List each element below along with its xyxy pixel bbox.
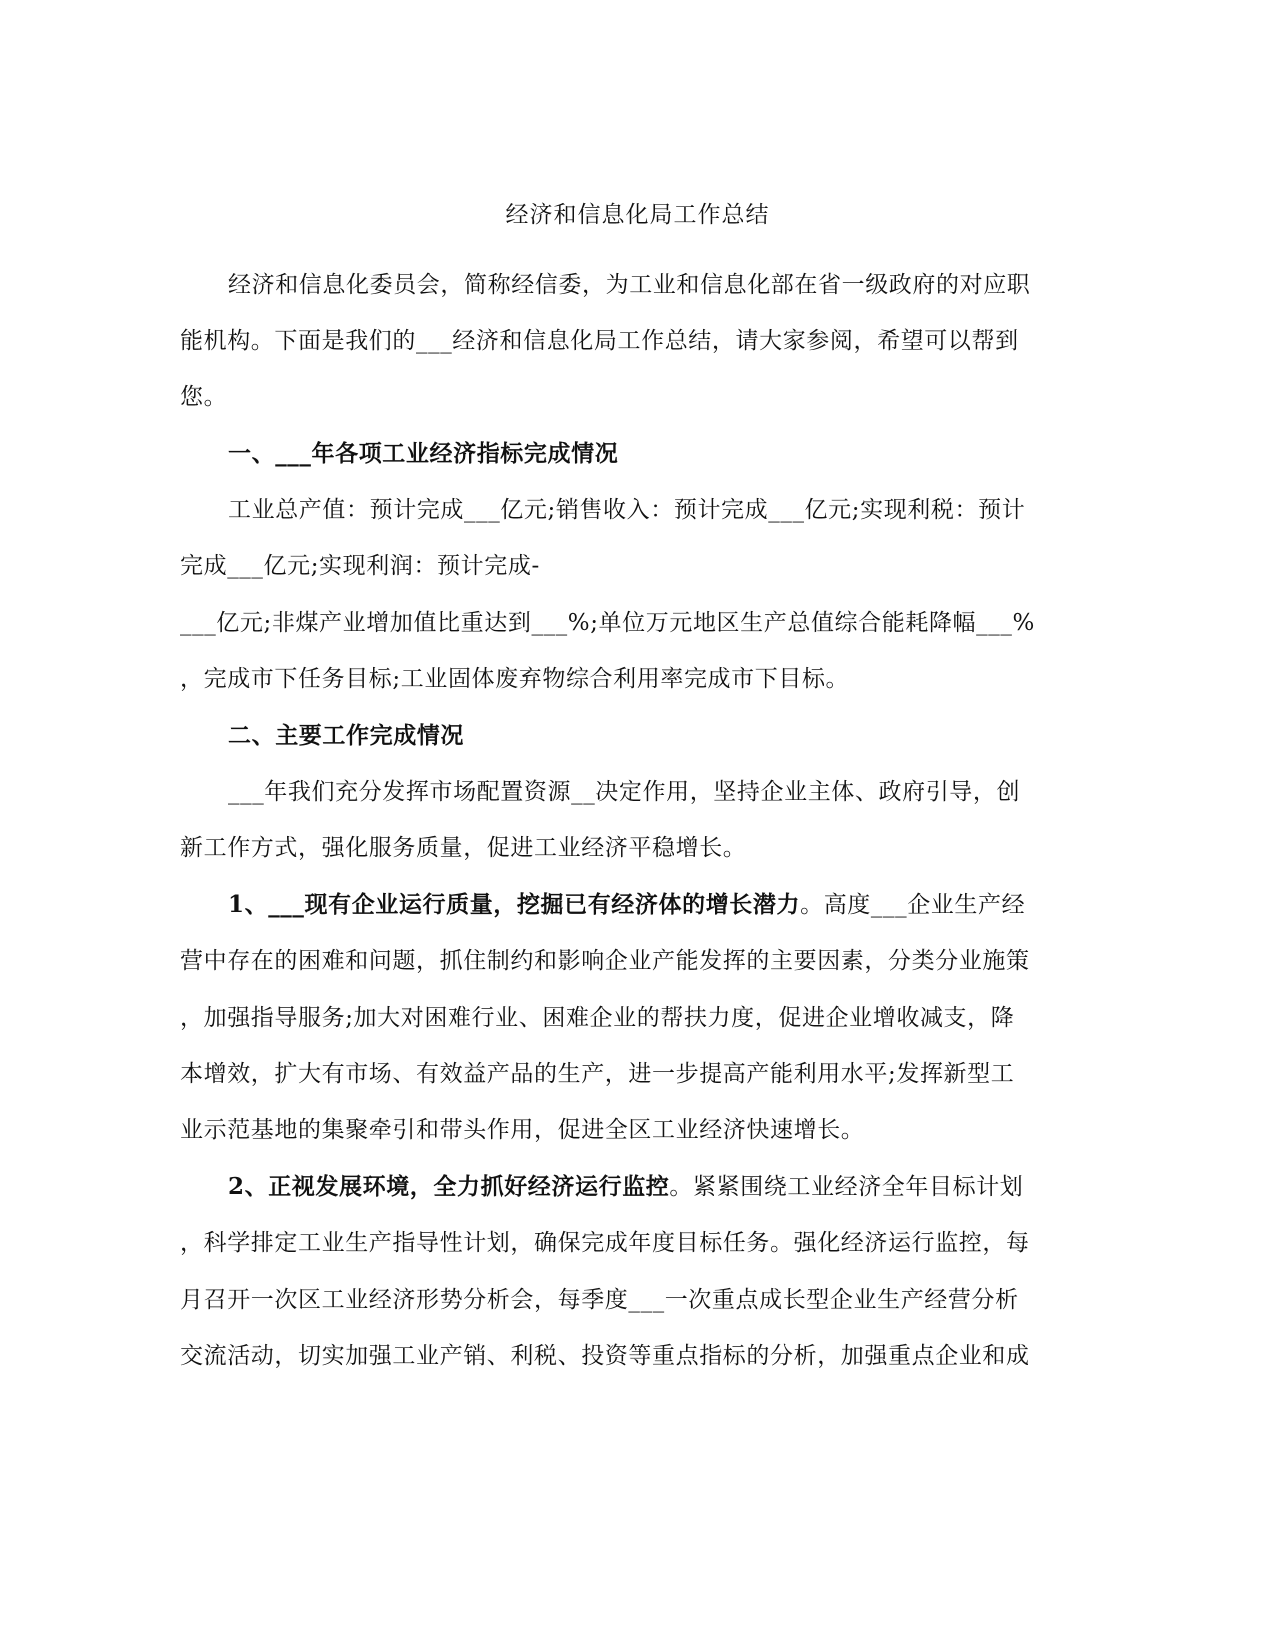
paragraph-line: ___年我们充分发挥市场配置资源__决定作用，坚持企业主体、政府引导，创 [228,779,1021,805]
paragraph-line: ___亿元;非煤产业增加值比重达到___%;单位万元地区生产总值综合能耗降幅___% [180,610,1035,636]
paragraph-line: 完成___亿元;实现利润：预计完成- [180,553,540,579]
paragraph-line: ，加强指导服务;加大对困难行业、困难企业的帮扶力度，促进企业增收减支，降 [180,1005,1015,1031]
paragraph-line: ，科学排定工业生产指导性计划，确保完成年度目标任务。强化经济运行监控，每 [180,1230,1030,1256]
paragraph-line: 交流活动，切实加强工业产销、利税、投资等重点指标的分析，加强重点企业和成 [180,1343,1030,1369]
paragraph-line: 能机构。下面是我们的___经济和信息化局工作总结，请大家参阅，希望可以帮到 [180,328,1019,354]
paragraph-line: 新工作方式，强化服务质量，促进工业经济平稳增长。 [180,835,747,861]
document-title: 经济和信息化局工作总结 [505,202,770,228]
section-heading: 一、___年各项工业经济指标完成情况 [228,440,619,467]
item-text: 。高度___企业生产经 [800,892,1026,918]
paragraph-line [228,888,1025,922]
paragraph-line: 工业总产值：预计完成___亿元;销售收入：预计完成___亿元;实现利税：预计 [228,497,1026,523]
paragraph-line [228,1170,1023,1204]
item-heading: 2、正视发展环境，全力抓好经济运行监控 [228,1173,670,1200]
paragraph-line: 营中存在的困难和问题，抓住制约和影响企业产能发挥的主要因素，分类分业施策 [180,948,1030,974]
paragraph-line: ，完成市下任务目标;工业固体废弃物综合利用率完成市下目标。 [180,666,850,692]
paragraph-line: 月召开一次区工业经济形势分析会，每季度___一次重点成长型企业生产经营分析 [180,1287,1019,1313]
item-heading: 1、___现有企业运行质量，挖掘已有经济体的增长潜力 [228,891,801,918]
paragraph-line: 业示范基地的集聚牵引和带头作用，促进全区工业经济快速增长。 [180,1117,865,1143]
paragraph-line: 您。 [180,384,228,410]
item-text: 。紧紧围绕工业经济全年目标计划 [669,1174,1024,1200]
section-heading: 二、主要工作完成情况 [228,722,464,749]
paragraph-line: 本增效，扩大有市场、有效益产品的生产，进一步提高产能利用水平;发挥新型工 [180,1061,1015,1087]
paragraph-line: 经济和信息化委员会，简称经信委，为工业和信息化部在省一级政府的对应职 [228,272,1031,298]
